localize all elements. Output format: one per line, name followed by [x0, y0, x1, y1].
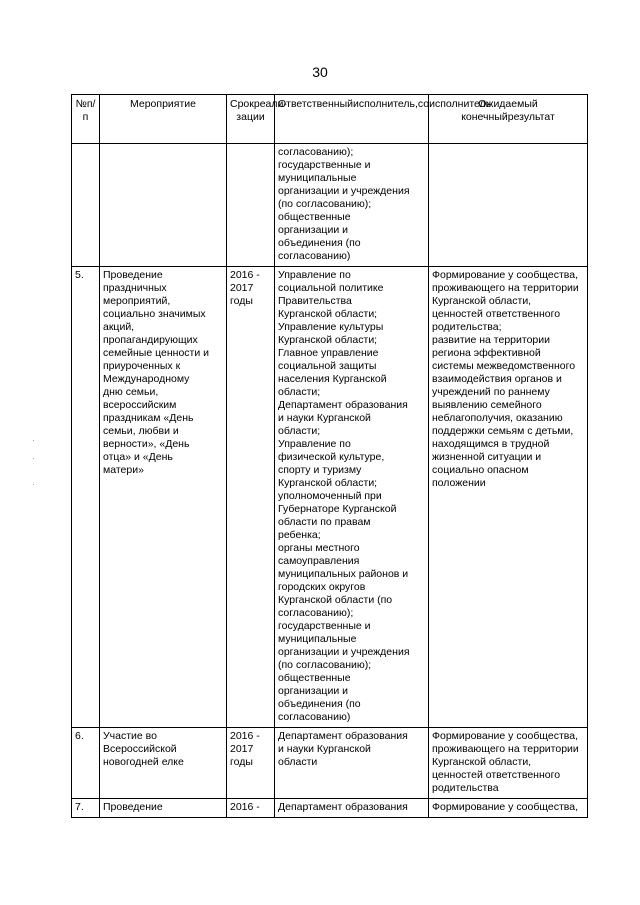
cell-line: 2016 -	[230, 801, 260, 813]
measures-table	[71, 94, 588, 818]
header-number	[72, 95, 100, 144]
cell-line: ценностей ответственного	[432, 308, 561, 320]
scan-dot	[33, 458, 34, 459]
cell-line: (по согласованию);	[278, 198, 372, 210]
scan-dot	[33, 440, 34, 441]
cell-line: муниципальные	[278, 172, 357, 184]
cell-line: 7.	[75, 801, 84, 813]
cell-line: мероприятий,	[103, 295, 171, 307]
cell-line: семейные ценности и	[103, 347, 209, 359]
cell-number	[72, 728, 100, 799]
cell-line: ребенка;	[278, 529, 321, 541]
table-row	[72, 799, 588, 818]
cell-line: всероссийским	[103, 399, 177, 411]
cell-line: области;	[278, 386, 321, 398]
cell-line: и науки Курганской	[278, 412, 371, 424]
cell-line: городских округов	[278, 581, 366, 593]
cell-line: родительства	[432, 782, 499, 794]
cell-line: пропагандирующих	[103, 334, 198, 346]
cell-line: уполномоченный при	[278, 490, 382, 502]
cell-line: отца» и «День	[103, 451, 173, 463]
table-body	[72, 144, 588, 818]
cell-line: муниципальных районов и	[278, 568, 409, 580]
cell-line: жизненной ситуации и	[432, 451, 542, 463]
cell-line: поддержки семьям с детьми,	[432, 425, 574, 437]
cell-line: населения Курганской	[278, 373, 387, 385]
cell-line: 2017	[230, 743, 254, 755]
cell-line: Международному	[103, 373, 190, 385]
cell-term	[227, 728, 275, 799]
cell-line: социальной защиты	[278, 360, 377, 372]
cell-term	[227, 267, 275, 728]
cell-line: Формирование у сообщества,	[432, 730, 579, 742]
cell-line: родительства;	[432, 321, 502, 333]
cell-line: региона эффективной	[432, 347, 541, 359]
cell-line: Формирование у сообщества,	[432, 269, 579, 281]
cell-line: 2016 -	[230, 730, 260, 742]
cell-line: согласованию);	[278, 146, 354, 158]
cell-line: неблагополучия, оказанию	[432, 412, 563, 424]
cell-line: организации и	[278, 224, 348, 236]
cell-line: Ожидаемый конечный	[461, 98, 538, 123]
cell-line: муниципальные	[278, 633, 357, 645]
cell-line: Срок	[230, 98, 254, 110]
cell-line: взаимодействия органов и	[432, 373, 562, 385]
cell-line: Всероссийской	[103, 743, 177, 755]
cell-executor	[275, 267, 429, 728]
table-row	[72, 267, 588, 728]
cell-executor	[275, 144, 429, 267]
cell-line: верности», «День	[103, 438, 190, 450]
cell-result	[429, 728, 588, 799]
cell-line: Губернаторе Курганской	[278, 503, 397, 515]
cell-line: государственные и	[278, 159, 371, 171]
cell-line: проживающего на территории	[432, 282, 579, 294]
cell-line: №	[75, 98, 87, 110]
cell-line: проживающего на территории	[432, 743, 579, 755]
cell-line: Курганской области (по	[278, 594, 393, 606]
cell-line: объединения (по	[278, 698, 361, 710]
cell-line: праздникам «День	[103, 412, 194, 424]
cell-event	[100, 799, 227, 818]
table-row	[72, 728, 588, 799]
cell-term	[227, 144, 275, 267]
cell-line: органы местного	[278, 542, 360, 554]
cell-line: новогодней елке	[103, 756, 184, 768]
cell-line: области по правам	[278, 516, 371, 528]
header-term	[227, 95, 287, 144]
cell-line: развитие на территории	[432, 334, 550, 346]
cell-line: Курганской области;	[278, 308, 378, 320]
cell-line: 2017	[230, 282, 254, 294]
cell-line: 5.	[75, 269, 84, 281]
cell-line: Ответственный	[278, 98, 353, 110]
cell-executor	[275, 728, 429, 799]
cell-line: Формирование у сообщества,	[432, 801, 579, 813]
cell-line: системы межведомственного	[432, 360, 576, 372]
cell-line: Мероприятие	[130, 98, 196, 110]
cell-line: приуроченных к	[103, 360, 181, 372]
cell-line: согласованию)	[278, 250, 351, 262]
scan-dot	[33, 484, 34, 485]
cell-number	[72, 267, 100, 728]
cell-line: реали-	[253, 98, 287, 110]
cell-line: годы	[230, 756, 253, 768]
cell-executor	[275, 799, 429, 818]
cell-number	[72, 799, 100, 818]
cell-line: организации и учреждения	[278, 646, 410, 658]
cell-line: области	[278, 756, 318, 768]
cell-line: учреждений по раннему	[432, 386, 550, 398]
cell-line: матери»	[103, 464, 144, 476]
cell-line: ценностей ответственного	[432, 769, 561, 781]
cell-number	[72, 144, 100, 267]
cell-line: Курганской области,	[432, 756, 532, 768]
scan-artifact-marks	[33, 440, 35, 485]
cell-line: спорту и туризму	[278, 464, 362, 476]
cell-line: государственные и	[278, 620, 371, 632]
cell-line: Правительства	[278, 295, 352, 307]
cell-line: Департамент образования	[278, 730, 408, 742]
cell-line: социально опасном	[432, 464, 529, 476]
cell-line: выявлению семейного	[432, 399, 542, 411]
cell-line: Департамент образования	[278, 801, 408, 813]
table-row	[72, 144, 588, 267]
header-event	[100, 95, 227, 144]
cell-line: исполнитель,	[353, 98, 418, 110]
cell-line: согласованию);	[278, 607, 354, 619]
cell-line: 2016 -	[230, 269, 260, 281]
cell-line: семьи, любви и	[103, 425, 179, 437]
cell-result	[429, 267, 588, 728]
cell-line: самоуправления	[278, 555, 360, 567]
cell-line: праздничных	[103, 282, 167, 294]
cell-term	[227, 799, 275, 818]
page-number: 30	[312, 64, 328, 80]
header-executor	[275, 95, 492, 144]
cell-line: организации и учреждения	[278, 185, 410, 197]
cell-line: физической культуре,	[278, 451, 385, 463]
cell-line: Участие во	[103, 730, 157, 742]
cell-line: общественные	[278, 672, 351, 684]
cell-line: Управление культуры	[278, 321, 384, 333]
cell-result	[429, 799, 588, 818]
cell-line: Главное управление	[278, 347, 379, 359]
cell-event	[100, 144, 227, 267]
cell-line: акций,	[103, 321, 135, 333]
cell-line: Проведение	[103, 269, 163, 281]
cell-line: положении	[432, 477, 486, 489]
cell-line: Курганской области;	[278, 477, 378, 489]
cell-event	[100, 728, 227, 799]
cell-line: и науки Курганской	[278, 743, 371, 755]
cell-event	[100, 267, 227, 728]
cell-line: находящимся в трудной	[432, 438, 550, 450]
cell-line: Управление по	[278, 269, 351, 281]
cell-line: области;	[278, 425, 321, 437]
cell-line: Курганской области,	[432, 295, 532, 307]
cell-line: согласованию)	[278, 711, 351, 723]
cell-result	[429, 144, 588, 267]
cell-line: п/п	[82, 98, 96, 123]
cell-line: социально значимых	[103, 308, 206, 320]
cell-line: зации	[236, 111, 265, 123]
cell-line: дню семьи,	[103, 386, 159, 398]
cell-line: результат	[507, 111, 555, 123]
cell-line: Департамент образования	[278, 399, 408, 411]
cell-line: Проведение	[103, 801, 163, 813]
cell-line: годы	[230, 295, 253, 307]
cell-line: 6.	[75, 730, 84, 742]
cell-line: соисполнитель	[417, 98, 492, 110]
cell-line: общественные	[278, 211, 351, 223]
cell-line: (по согласованию);	[278, 659, 372, 671]
cell-line: организации и	[278, 685, 348, 697]
cell-line: социальной политике	[278, 282, 384, 294]
table-header-row	[72, 95, 588, 144]
cell-line: объединения (по	[278, 237, 361, 249]
cell-line: Курганской области;	[278, 334, 378, 346]
cell-line: Управление по	[278, 438, 351, 450]
